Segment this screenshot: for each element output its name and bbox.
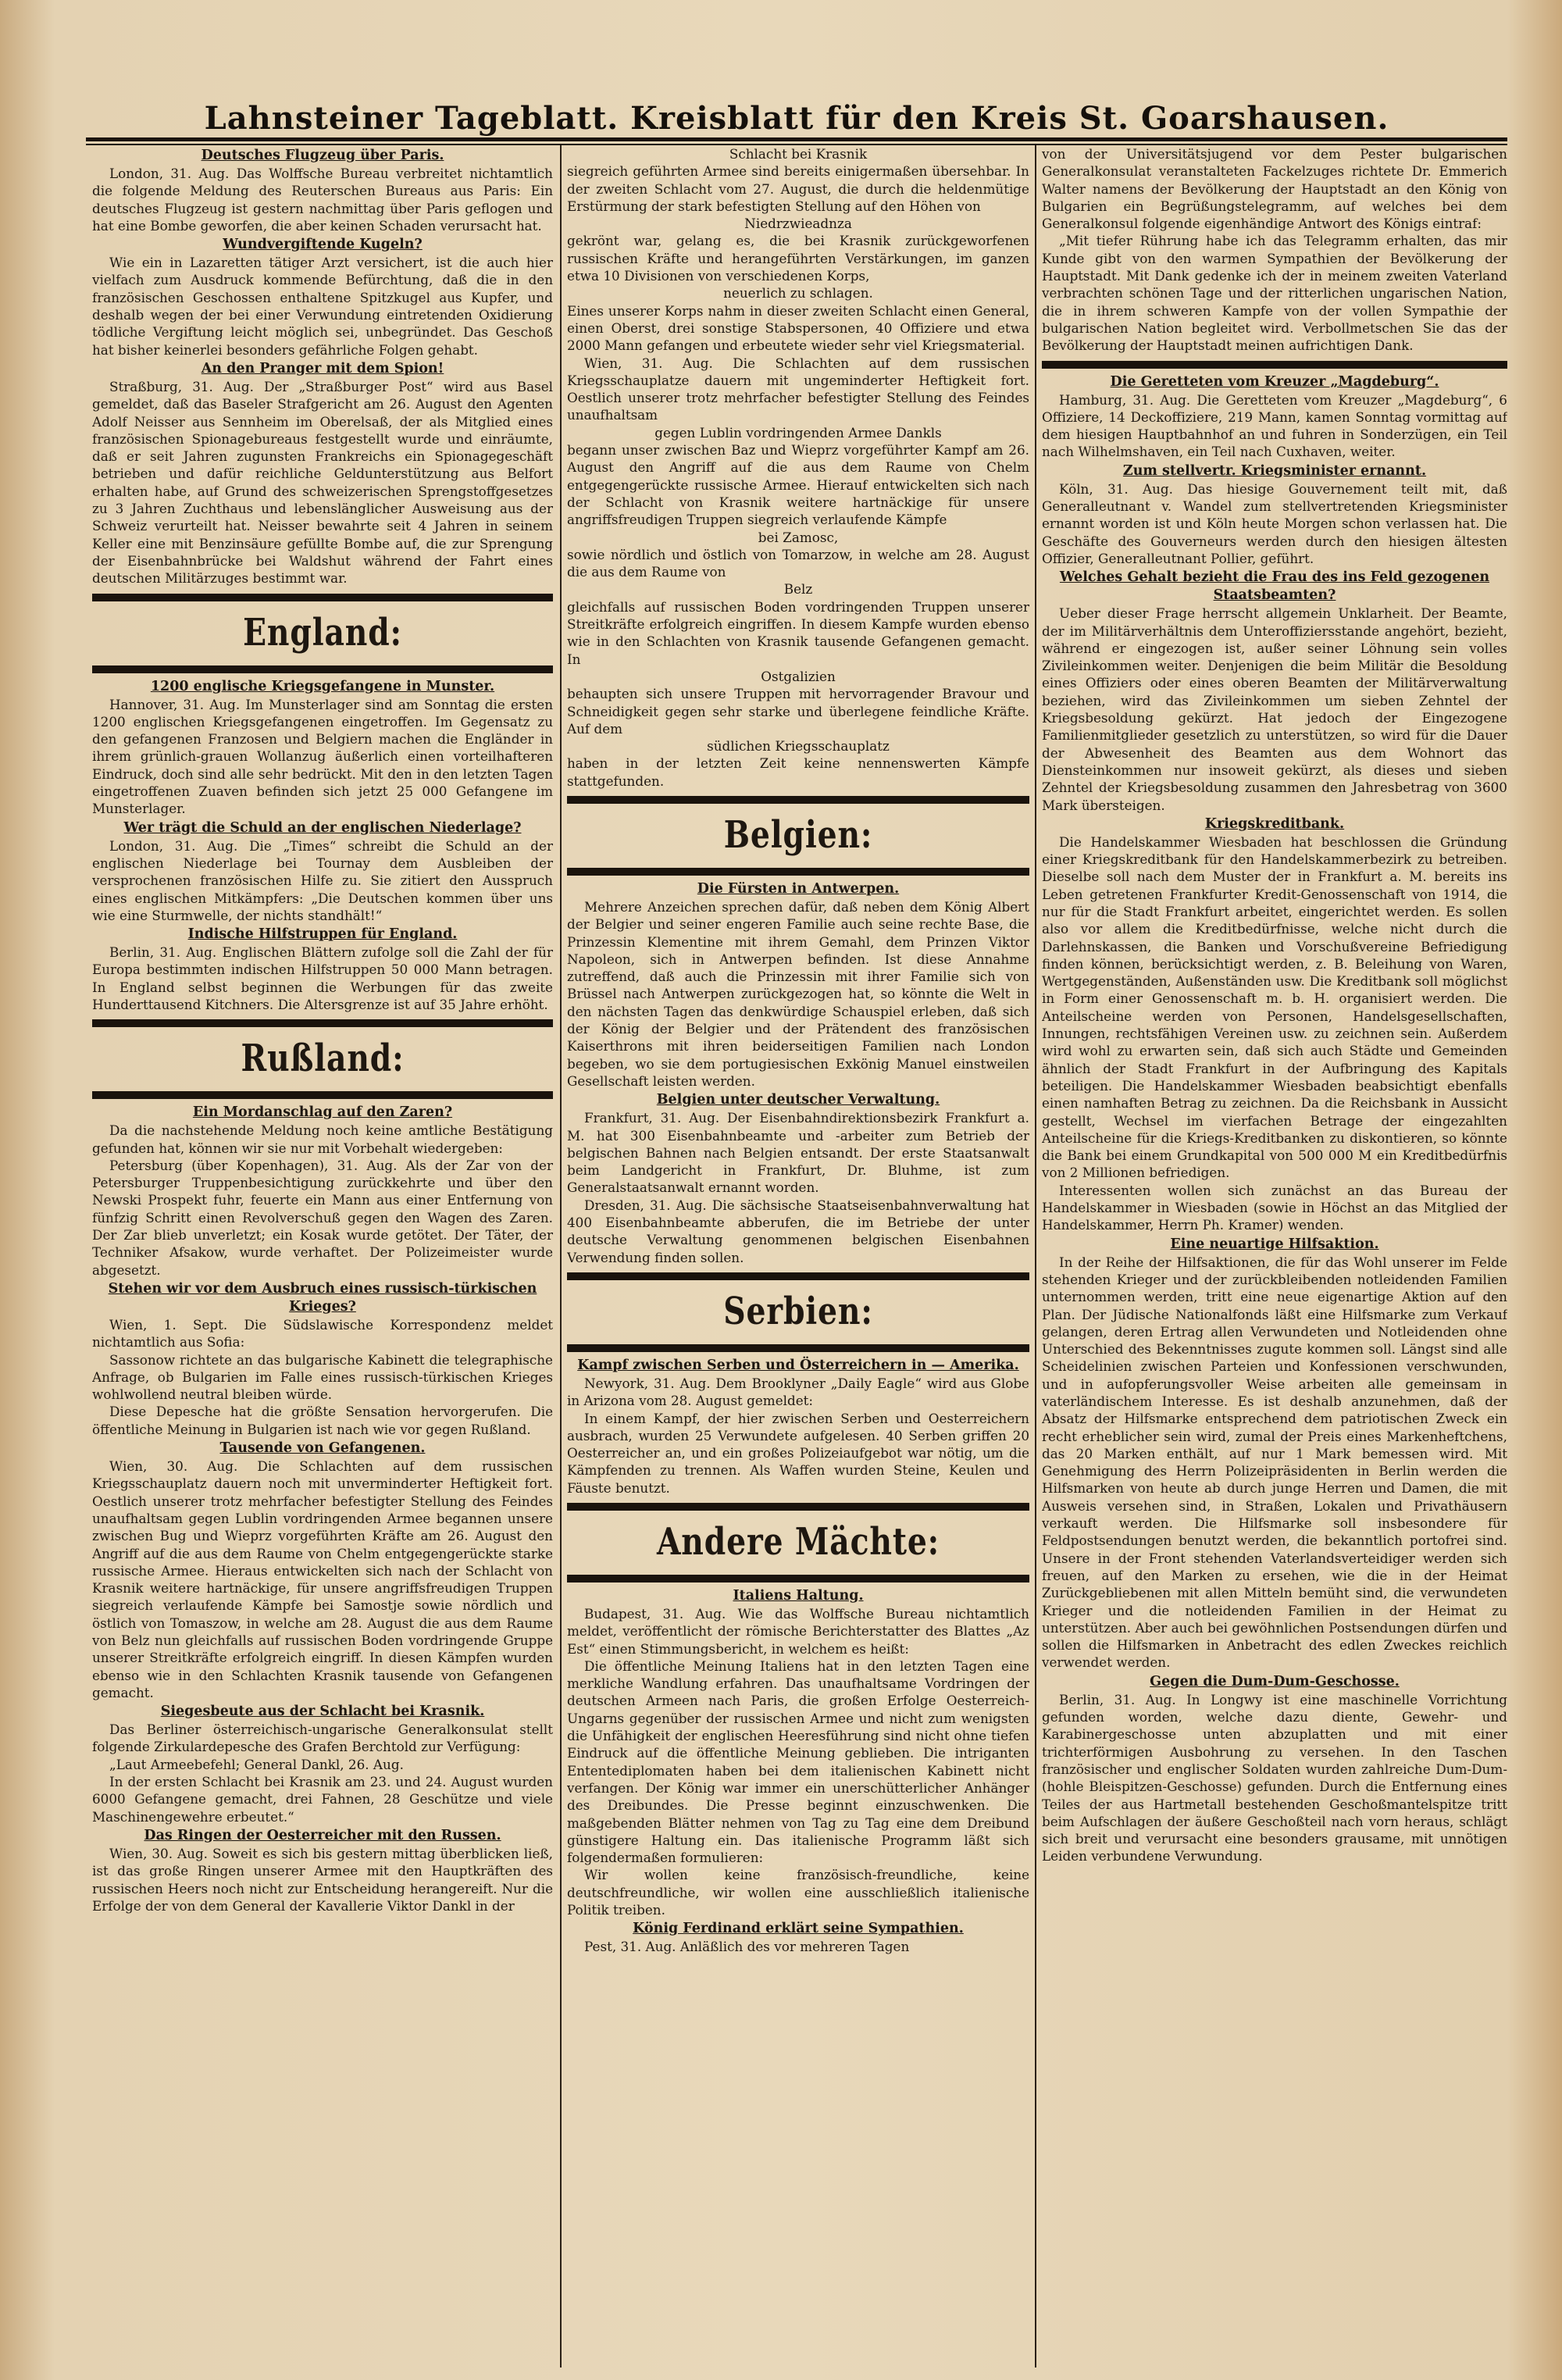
- article-paragraph: London, 31. Aug. Das Wolffsche Bureau verbreitet nichtamtlich die folgende Meldung des Reuterschen Bureaus aus Paris: Ein deutsches Flugzeug ist gestern nachmittag über Paris geflogen und hat eine Bombe geworfen, die aber keinen Schaden verursacht hat.: [92, 166, 553, 234]
- section-rule: [567, 1503, 1029, 1511]
- article-headline: Ein Mordanschlag auf den Zaren?: [192, 1104, 453, 1121]
- article-paragraph: Wien, 30. Aug. Soweit es sich bis gestern mittag überblicken ließ, ist das große Ringen unserer Armee mit den Hauptkräften des russischen Heers noch nicht zur Entscheidung herangereift. Nur die Erfolge der von dem General der Kavallerie Viktor Dankl in der: [92, 1845, 553, 1914]
- article-paragraph: gleichfalls auf russischen Boden vordringenden Truppen unserer Streitkräfte erfolgreich eingriffen. In diesem Kampfe wurden ebenso wie in den Schlachten von Krasnik tausende Gefangenen gemacht. In: [567, 598, 1029, 667]
- article-headline: Stehen wir vor dem Ausbruch eines russisch-türkischen Krieges?: [108, 1280, 537, 1315]
- article-paragraph: haben in der letzten Zeit keine nennenswerten Kämpfe stattgefunden.: [567, 755, 1029, 789]
- section-rule: [567, 868, 1029, 876]
- article-headline: Tausende von Gefangenen.: [219, 1440, 426, 1457]
- article-paragraph: Die öffentliche Meinung Italiens hat in den letzten Tagen eine merkliche Wandlung erfahren. Das unaufhaltsame Vordringen der deutschen Armeen nach Paris, die großen Erfolge Oesterreich-Ungarns gegenüber der russischen Armee und nicht zum wenigsten die Unfähigkeit der englischen Heeresführung sind nicht ohne tiefen Eindruck auf die öffentliche Meinung geblieben. Die intriganten Ententediplomaten haben bei dem italienischen Kabinett nicht verfangen. Der König war immer ein unerschütterlicher Anhänger des Dreibundes. Die Presse beginnt einzuschwenken. Die maßgebenden Blätter nehmen von Tag zu Tag eine dem Dreibund günstigere Haltung ein. Das italienische Programm läßt sich folgendermaßen formulieren:: [567, 1657, 1029, 1866]
- centered-line: Ostgalizien: [761, 668, 836, 684]
- section-rule: [567, 1272, 1029, 1280]
- article-paragraph: Köln, 31. Aug. Das hiesige Gouvernement teilt mit, daß Generalleutnant v. Wandel zum stellvertretenden Kriegsminister ernannt worden ist und Köln heute Morgen schon verlassen hat. Die Geschäfte des Gouverneurs werden durch den hiesigen ältesten Offizier, Generalleutnant Pollier, geführt.: [1042, 480, 1507, 566]
- article-paragraph: Newyork, 31. Aug. Dem Brooklyner „Daily Eagle“ wird aus Globe in Arizona vom 28. August gemeldet:: [567, 1375, 1029, 1409]
- article-paragraph: begann unser zwischen Baz und Wieprz vorgeführter Kampf am 26. August den Angriff auf die aus dem Raume von Chelm entgegengerückte russische Armee. Hierauf entwickelten sich nach der Schlacht von Krasnik weitere hartnäckige für unsere angriffsfreudigen Truppen siegreich verlaufende Kämpfe: [567, 442, 1029, 528]
- article-paragraph: Wien, 30. Aug. Die Schlachten auf dem russischen Kriegsschauplatz dauern noch mit unverminderter Heftigkeit fort. Oestlich unserer trotz mehrfacher befestigter Stellung des Feindes unaufhaltsam gegen Lublin vordringenden Armee begannen unsere zwischen Bug und Wieprz vorgeführten Kräfte am 26. August den Angriff auf die aus dem Raume von Chelm entgegengerückte starke russische Armee. Hieraus entwickelten sich nach der Schlacht von Krasnik weitere hartnäckige, für unsere angriffsfreudigen Truppen siegreich verlaufende Kämpfe bei Samostje sowie nördlich und östlich von Tomaszow, in welche am 28. August die aus dem Raume von Belz nun gleichfalls auf russischen Boden vordringende Gruppe unserer Streitkräfte erfolgreich eingriff. In diesen Kämpfen wurden ebenso wie in den Schlachten Krasnik tausende von Gefangenen gemacht.: [92, 1458, 553, 1700]
- article-paragraph: Straßburg, 31. Aug. Der „Straßburger Post“ wird aus Basel gemeldet, daß das Baseler Strafgericht am 26. August den Agenten Adolf Neisser aus Sennheim im Oberelsaß, der als Mitglied eines französischen Spionagebureaus festgestellt wurde und einräumte, daß er seit Jahren zugunsten Frankreichs ein Spionagegeschäft betrieben und dafür reichliche Geldunterstützung aus Belfort erhalten habe, auf Grund des schweizerischen Sprengstoffgesetzes zu 3 Jahren Zuchthaus und lebenslänglicher Ausweisung aus der Schweiz verurteilt hat. Neisser bewahrte seit 4 Jahren in seinem Keller eine mit Benzinsäure gefüllte Bombe auf, die zur Sprengung der Eisenbahnbrücke bei Waldshut während der Fahrt eines deutschen Militärzuges bestimmt war.: [92, 378, 553, 587]
- centered-line: südlichen Kriegsschauplatz: [707, 738, 890, 755]
- article-headline: Zum stellvertr. Kriegsminister ernannt.: [1122, 462, 1427, 479]
- section-title: Belgien:: [723, 812, 873, 857]
- article-paragraph: Ueber dieser Frage herrscht allgemein Unklarheit. Der Beamte, der im Militärverhältnis dem Unteroffiziersstande angehört, bezieht, während er eingezogen ist, außer seiner Löhnung sein volles Zivileinkommen weiter. Denjenigen die beim Militär die Besoldung eines Offiziers oder eines oberen Beamten der Militärverwaltung beziehen, wird das Zivileinkommen um sieben Zehntel der Kriegsbesoldung gekürzt. Hat jedoch der Eingezogene Familienmitglieder gesetzlich zu unterstützen, so wird für die Dauer der Abwesenheit des Beamten aus dem Wohnort das Diensteinkommen nur insoweit gekürzt, als dieses und sieben Zehntel der Kriegsbesoldung zusammen den Jahresbetrag von 3600 Mark übersteigen.: [1042, 605, 1507, 813]
- article-paragraph: behaupten sich unsere Truppen mit hervorragender Bravour und Schneidigkeit gegen sehr starke und überlegene feindliche Kräfte. Auf dem: [567, 686, 1029, 737]
- section-rule: [92, 1019, 553, 1027]
- article-paragraph: Hannover, 31. Aug. Im Munsterlager sind am Sonntag die ersten 1200 englischen Kriegsgefangenen eingetroffen. Im Gegensatz zu den gefangenen Franzosen und Belgiern machen die Engländer in ihrem grünlich-grauen Wollanzug äußerlich einen vorteilhafteren Eindruck, doch sind alle sehr bedrückt. Mit den in den letzten Tagen eingetroffenen Zuaven befinden sich jetzt 25 000 Gefangene im Munsterlager.: [92, 696, 553, 817]
- article-headline: An den Pranger mit dem Spion!: [201, 360, 444, 376]
- article-paragraph: Wie ein in Lazaretten tätiger Arzt versichert, ist die auch hier vielfach zum Ausdruck kommende Befürchtung, daß die in den französischen Geschossen enthaltene Spitzkugel aus Kupfer, und deshalb wegen der bei einer Verwundung eintretenden Oxidierung tödliche Vergiftung leicht möglich sei, unbegründet. Das Geschoß hat bisher keinerlei besonders gefährliche Folgen gehabt.: [92, 255, 553, 358]
- article-paragraph: gekrönt war, gelang es, die bei Krasnik zurückgeworfenen russischen Kräfte und herangeführten Verstärkungen, im ganzen etwa 10 Divisionen von verschiedenen Korps,: [567, 233, 1029, 284]
- section-rule: [567, 796, 1029, 804]
- article-paragraph: Petersburg (über Kopenhagen), 31. Aug. Als der Zar von der Petersburger Truppenbesichtigung zurückkehrte und über den Newski Prospekt fuhr, feuerte ein Mann aus einer Entfernung von fünfzig Schritt einen Revolverschuß gegen den Wagen des Zaren. Der Zar blieb unverletzt; ein Kosak wurde getötet. Der Täter, der Techniker Afsakow, wurde verhaftet. Der Polizeimeister wurde abgesetzt.: [92, 1157, 553, 1278]
- article-paragraph: „Laut Armeebefehl; General Dankl, 26. Aug.: [109, 1756, 404, 1772]
- section-title: Andere Mächte:: [656, 1520, 940, 1564]
- article-headline: Die Geretteten vom Kreuzer „Magdeburg“.: [1110, 373, 1439, 390]
- article-paragraph: Berlin, 31. Aug. Englischen Blättern zufolge soll die Zahl der für Europa bestimmten indischen Hilfstruppen 50 000 Mann betragen. In England selbst beginnen die Werbungen für das zweite Hunderttausend Kitchners. Die Altersgrenze ist auf 35 Jahre erhöht.: [92, 944, 553, 1012]
- column-3: [1042, 145, 1507, 2368]
- article-paragraph: Wir wollen keine französisch-freundliche, keine deutschfreundliche, wir wollen eine ausschließlich italienische Politik treiben.: [567, 1867, 1029, 1918]
- section-rule: [567, 1344, 1029, 1352]
- article-paragraph: In einem Kampf, der hier zwischen Serben und Oesterreichern ausbrach, wurden 25 Verwundete aufgelesen. 40 Serben griffen 20 Oesterreicher an, und ein großes Polizeiaufgebot war nötig, um die Kämpfenden zu trennen. Als Waffen wurden Steine, Keulen und Fäuste benutzt.: [567, 1410, 1029, 1496]
- article-headline: Das Ringen der Oesterreicher mit den Russen.: [144, 1827, 501, 1843]
- column-separator: [560, 145, 562, 2368]
- article-headline: Eine neuartige Hilfsaktion.: [1170, 1236, 1379, 1252]
- article-paragraph: Dresden, 31. Aug. Die sächsische Staatseisenbahnverwaltung hat 400 Eisenbahnbeamte abberufen, die im Betriebe der unter deutsche Verwaltung genommenen belgischen Eisenbahnen Verwendung finden sollen.: [567, 1197, 1029, 1265]
- article-headline: Wundvergiftende Kugeln?: [223, 237, 423, 253]
- article-headline: Belgien unter deutscher Verwaltung.: [656, 1092, 940, 1108]
- article-headline: Italiens Haltung.: [733, 1588, 864, 1604]
- article-paragraph: Die Handelskammer Wiesbaden hat beschlossen die Gründung einer Kriegskreditbank für den Handelskammerbezirk zu betreiben. Dieselbe soll nach dem Muster der in Frankfurt a. M. bereits ins Leben getretenen Frankfurter Kredit-Genossenschaft von 1914, die nur für die Stadt Frankfurt arbeitet, eingerichtet werden. Es sollen also vor allem die Kreditbedürfnisse, welche nicht durch die Darlehnskassen, die Banken und Vorschußvereine Befriedigung finden können, berücksichtigt werden, z. B. Beleihung von Waren, Wertgegenständen, Außenständen usw. Die Kreditbank soll möglichst in Form einer Genossenschaft m. b. H. organisiert werden. Die Anteilscheine werden von Personen, Handelsgesellschaften, Innungen, rechtsfähigen Vereinen usw. zu zeichnen sein. Außerdem wird wohl zu erwarten sein, daß sich auch Städte und Gemeinden ähnlich der Stadt Frankfurt in der Aufbringung des Kapitals beteiligen. Die Handelskammer Wiesbaden beabsichtigt ebenfalls einen namhaften Betrag zu zeichnen. Da die Reichsbank in Aussicht gestellt, Wechsel im vierfachen Betrage der eingezahlten Anteilscheine für die Kriegs-Kreditbanken zu diskontieren, so könnte die Bank bei einem Grundkapital von 500 000 M ein Kreditbedürfnis von 2 Millionen befriedigen.: [1042, 833, 1507, 1181]
- masthead-rule: [86, 137, 1507, 141]
- column-separator: [1035, 145, 1036, 2368]
- article-headline: König Ferdinand erklärt seine Sympathien.: [633, 1921, 964, 1937]
- section-title: England:: [243, 610, 402, 655]
- centered-line: gegen Lublin vordringenden Armee Dankls: [654, 424, 942, 441]
- section-title: Serbien:: [723, 1289, 873, 1333]
- section-title: Rußland:: [241, 1037, 405, 1081]
- centered-line: Belz: [783, 581, 813, 598]
- article-paragraph: siegreich geführten Armee sind bereits einigermaßen übersehbar. In der zweiten Schlacht vom 27. August, die durch die heldenmütige Erstürmung der stark befestigten Stellung auf den Höhen von: [567, 163, 1029, 214]
- centered-line: Schlacht bei Krasnik: [729, 146, 868, 162]
- centered-line: neuerlich zu schlagen.: [723, 285, 873, 302]
- column-1: [92, 145, 553, 2368]
- article-paragraph: Wien, 31. Aug. Die Schlachten auf dem russischen Kriegsschauplatze dauern mit ungeminderter Heftigkeit fort. Oestlich unserer trotz mehrfacher befestigter Stellung des Feindes unaufhaltsam: [567, 355, 1029, 423]
- article-paragraph: Berlin, 31. Aug. In Longwy ist eine maschinelle Vorrichtung gefunden worden, welche dazu diente, Gewehr- und Karabinergeschosse unten abzuplatten und mit einer trichterförmigen Ausbohrung zu versehen. In den Taschen französischer und englischer Soldaten wurden zahlreiche Dum-Dum- (hohle Bleispitzen-Geschosse) gefunden. Durch die Entfernung eines Teiles der aus Hartmetall bestehenden Geschoßmantelspitze tritt beim Aufschlagen der äußere Geschoßteil nach vorn heraus, schlägt sich breit und verursacht eine besonders grausame, mit unnötigen Leiden verbundene Verwundung.: [1042, 1691, 1507, 1864]
- article-paragraph: Budapest, 31. Aug. Wie das Wolffsche Bureau nichtamtlich meldet, veröffentlicht der römische Berichterstatter des Blattes „Az Est“ einen Stimmungsbericht, in welchem es heißt:: [567, 1606, 1029, 1657]
- article-headline: Wer trägt die Schuld an der englischen Niederlage?: [123, 819, 522, 836]
- article-paragraph: Pest, 31. Aug. Anläßlich des vor mehreren Tagen: [584, 1939, 910, 1955]
- article-paragraph: Diese Depesche hat die größte Sensation hervorgerufen. Die öffentliche Meinung in Bulgarien ist nach wie vor gegen Rußland.: [92, 1404, 553, 1437]
- article-paragraph: „Mit tiefer Rührung habe ich das Telegramm erhalten, das mir Kunde gibt von den warmen Sympathien der Bevölkerung der Hauptstadt. Mit Dank gedenke ich der in meinem zweiten Vaterland verbrachten schönen Tage und der ritterlichen ungarischen Nation, die in ihrem schweren Kampfe von der vollen Sympathie der bulgarischen Nation begleitet wird. Verbollmetschen Sie das der Bevölkerung der Hauptstadt meinen aufrichtigen Dank.: [1042, 233, 1507, 354]
- article-paragraph: In der Reihe der Hilfsaktionen, die für das Wohl unserer im Felde stehenden Krieger und der zurückbleibenden notleidenden Familien unternommen werden, tritt eine neue eigenartige Aktion auf den Plan. Der Jüdische Nationalfonds läßt eine Hilfsmarke zum Verkauf gelangen, deren Ertrag allen Verwundeten und Notleidenden ohne Unterschied des Bekenntnisses zugute kommen soll. Längst sind alle Scheidelinien zwischen Parteien und Konfessionen verschwunden, und in aufopferungsvoller Weise arbeiten alle gemeinsam in vaterländischem Interesse. Es ist deshalb anzunehmen, daß der Absatz der Hilfsmarke entsprechend dem patriotischen Zweck ein recht erheblicher sein wird, zumal der Preis eines Markenheftchens, das 20 Marken enthält, auf nur 1 Mark bemessen wird. Mit Genehmigung des Herrn Polizeipräsidenten in Berlin werden die Hilfsmarken von heute ab durch junge Herren und Damen, die mit Ausweis versehen sind, in Straßen, Lokalen und Privathäusern verkauft werden. Die Hilfsmarke soll insbesondere für Feldpostsendungen benutzt werden, die bekanntlich portofrei sind. Unsere in der Front stehenden Vaterlandsverteidiger werden sich freuen, auf den Marken zu ersehen, wie die in der Heimat Zurückgebliebenen mit allen Mitteln bemüht sind, die verwundeten Krieger und die notleidenden Familien in der Heimat zu unterstützen. Aber auch bei gewöhnlichen Postsendungen dürfen und sollen die Hilfsmarken in Anbetracht des edlen Zweckes reichlich verwendet werden.: [1042, 1254, 1507, 1671]
- article-headline: Kampf zwischen Serben und Österreichern in — Amerika.: [577, 1357, 1019, 1373]
- article-paragraph: Sassonow richtete an das bulgarische Kabinett die telegraphische Anfrage, ob Bulgarien im Falle eines russisch-türkischen Krieges wohlwollend neutral bleiben würde.: [92, 1351, 553, 1403]
- article-paragraph: von der Universitätsjugend vor dem Pester bulgarischen Generalkonsulat veranstalteten Fackelzuges richtete Dr. Emmerich Walter namens der Bevölkerung der Hauptstadt an den König von Bulgarien ein Begrüßungstelegramm, auf welches bei dem Generalkonsul folgende eigenhändige Antwort des Königs eintraf:: [1042, 146, 1507, 232]
- article-paragraph: Eines unserer Korps nahm in dieser zweiten Schlacht einen General, einen Oberst, drei sonstige Stabspersonen, 40 Offiziere und etwa 2000 Mann gefangen und erbeutete wieder sehr viel Kriegsmaterial.: [567, 302, 1029, 354]
- article-paragraph: Frankfurt, 31. Aug. Der Eisenbahndirektionsbezirk Frankfurt a. M. hat 300 Eisenbahnbeamte und -arbeiter zum Betrieb der belgischen Bahnen nach Belgien entsandt. Der erste Staatsanwalt beim Landgericht in Frankfurt, Dr. Bluhme, ist zum Generalstaatsanwalt ernannt worden.: [567, 1110, 1029, 1196]
- section-rule: [92, 1091, 553, 1099]
- article-paragraph: Hamburg, 31. Aug. Die Geretteten vom Kreuzer „Magdeburg“, 6 Offiziere, 14 Deckoffiziere, 219 Mann, kamen Sonntag vormittag auf dem hiesigen Hauptbahnhof an und fuhren in Sonderzügen, ein Teil nach Wilhelmshaven, ein Teil nach Cuxhaven, weiter.: [1042, 391, 1507, 460]
- article-paragraph: sowie nördlich und östlich von Tomarzow, in welche am 28. August die aus dem Raume von: [567, 546, 1029, 580]
- article-paragraph: In der ersten Schlacht bei Krasnik am 23. und 24. August wurden 6000 Gefangene gemacht, drei Fahnen, 28 Geschütze und viele Maschinengewehre erbeutet.“: [92, 1774, 553, 1825]
- article-paragraph: Interessenten wollen sich zunächst an das Bureau der Handelskammer in Wiesbaden (sowie in Höchst an das Mitglied der Handelskammer, Herrn Ph. Kramer) wenden.: [1042, 1182, 1507, 1233]
- article-headline: 1200 englische Kriegsgefangene in Munster.: [150, 678, 495, 694]
- section-rule: [92, 594, 553, 601]
- article-paragraph: London, 31. Aug. Die „Times“ schreibt die Schuld an der englischen Niederlage bei Tournay dem Ausbleiben der versprochenen französischen Hilfe zu. Sie zitiert den Ausspruch eines englischen Mitkämpfers: „Die Deutschen kommen über uns wie eine Sturmwelle, der nichts standhält!“: [92, 837, 553, 923]
- article-paragraph: Das Berliner österreichisch-ungarische Generalkonsulat stellt folgende Zirkulardepesche des Grafen Berchtold zur Verfügung:: [92, 1722, 553, 1755]
- masthead: Lahnsteiner Tageblatt. Kreisblatt für den Kreis St. Goarshausen.: [204, 100, 1389, 137]
- article-headline: Deutsches Flugzeug über Paris.: [201, 148, 444, 163]
- article-paragraph: Mehrere Anzeichen sprechen dafür, daß neben dem König Albert der Belgier und seiner engeren Familie auch seine rechte Base, die Prinzessin Klementine mit ihrem Gemahl, dem Prinzen Viktor Napoleon, sich in Antwerpen befinden. Ist diese Annahme zutreffend, daß auch die Prinzessin mit ihrer Familie sich von Brüssel nach Antwerpen zurückgezogen hat, so könnte die Welt in den nächsten Tagen das denkwürdige Schauspiel erleben, daß sich der König der Belgier und der Prätendent des französischen Kaiserthrons mit ihren beiderseitigen Familien nach London begeben, wo sie dem portugiesischen Exkönig Manuel einstweilen Gesellschaft leisten werden.: [567, 898, 1029, 1089]
- centered-line: bei Zamosc,: [758, 529, 839, 545]
- article-paragraph: Wien, 1. Sept. Die Südslawische Korrespondenz meldet nichtamtlich aus Sofia:: [92, 1316, 553, 1351]
- section-rule: [567, 1575, 1029, 1583]
- column-2: [567, 145, 1029, 2368]
- article-headline: Gegen die Dum-Dum-Geschosse.: [1150, 1673, 1400, 1690]
- article-headline: Kriegskreditbank.: [1204, 815, 1345, 832]
- article-headline: Welches Gehalt bezieht die Frau des ins Feld gezogenen Staatsbeamten?: [1059, 569, 1490, 604]
- article-paragraph: Da die nachstehende Meldung noch keine amtliche Bestätigung gefunden hat, können wir sie nur mit Vorbehalt wiedergeben:: [92, 1122, 553, 1156]
- article-headline: Die Fürsten in Antwerpen.: [697, 880, 900, 897]
- centered-line: Niedrzwieadnza: [744, 216, 852, 232]
- section-rule: [92, 665, 553, 673]
- article-headline: Siegesbeute aus der Schlacht bei Krasnik.: [160, 1704, 485, 1720]
- section-rule: [1042, 361, 1507, 369]
- article-headline: Indische Hilfstruppen für England.: [187, 926, 458, 943]
